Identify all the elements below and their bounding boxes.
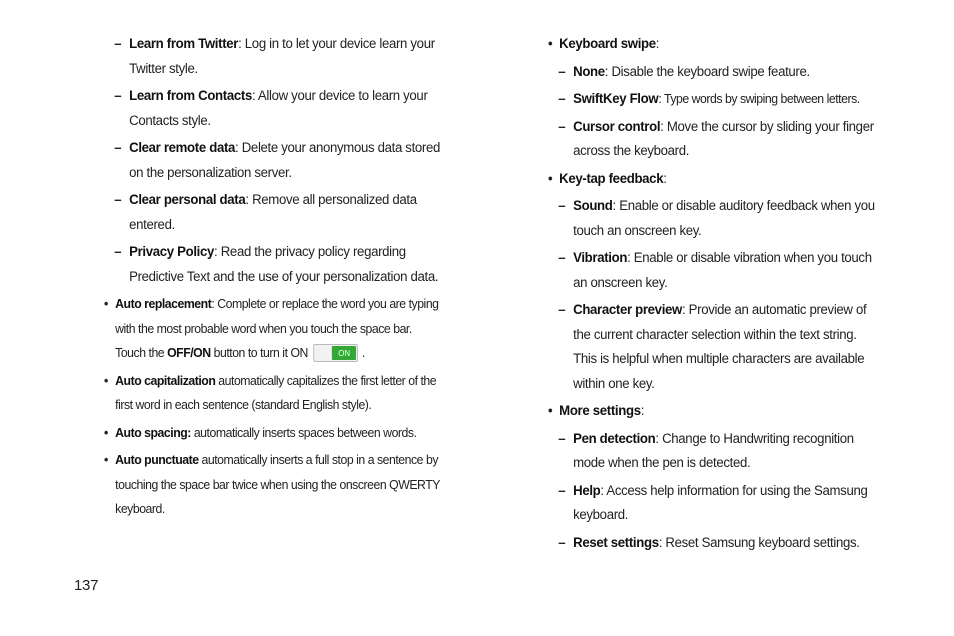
list-item-key-tap-feedback: • Key-tap feedback: [548, 170, 667, 187]
term: Keyboard swipe [559, 36, 656, 52]
description: : [663, 170, 667, 187]
offon-label: OFF/ON [167, 345, 211, 360]
description: : Reset Samsung keyboard settings. [658, 534, 860, 551]
list-item-auto-capitalization: • Auto capitalization automatically capitalizes the first letter of the first word in each sentence (standard English style). [104, 372, 437, 412]
description: : Delete your anonymous data stored on the personalization server. [129, 140, 441, 181]
term: Character preview [573, 302, 682, 318]
list-item-help: – Help: Access help information for using the Samsung keyboard. [558, 482, 868, 523]
list-item-more-settings: • More settings: [548, 403, 645, 419]
description: : [655, 36, 660, 52]
term: Clear personal data [129, 192, 246, 208]
description: : Read the privacy policy regarding Predictive Text and the use of your personalization data. [129, 244, 439, 285]
term: Learn from Contacts [129, 88, 252, 104]
description: : Complete or replace the word you are typing with the most probable word when you touch the space bar. Touch the [115, 296, 439, 360]
list-item-swiftkey-flow: – SwiftKey Flow: Type words by swiping between letters. [558, 91, 860, 107]
term: Clear remote data [129, 140, 236, 156]
description: : Move the cursor by sliding your finger across the keyboard. [573, 118, 874, 159]
description: : Enable or disable auditory feedback when you touch an onscreen key. [573, 198, 875, 239]
list-item-reset-settings: – Reset settings: Reset Samsung keyboard settings. [558, 534, 860, 551]
term: Auto replacement [115, 296, 212, 311]
description: : Enable or disable vibration when you touch an onscreen key. [573, 250, 872, 291]
term: Pen detection [573, 430, 656, 447]
term: Learn from Twitter [129, 36, 239, 52]
list-item-privacy-policy: – Privacy Policy: Read the privacy policy regarding Predictive Text and the use of your personalization data. [114, 244, 439, 285]
term: None [573, 63, 605, 80]
list-item-auto-spacing: • Auto spacing: automatically inserts spaces between words. [104, 424, 417, 440]
term: Vibration [573, 250, 628, 266]
term: Key-tap feedback [559, 170, 664, 187]
description: : Type words by swiping between letters. [658, 91, 860, 106]
right-column [548, 32, 908, 558]
term: SwiftKey Flow [573, 91, 659, 107]
description: : Provide an automatic preview of the current character selection within the text string. This is helpful when multiple characters are available within one key. [573, 302, 867, 392]
description: : Allow your device to learn your Contacts style. [129, 88, 428, 129]
term: Auto punctuate [115, 452, 199, 467]
list-item-pen-detection: – Pen detection: Change to Handwriting recognition mode when the pen is detected. [558, 430, 854, 471]
term: Help [573, 482, 601, 499]
list-item-cursor-control: – Cursor control: Move the cursor by sliding your finger across the keyboard. [558, 118, 874, 159]
description: : Change to Handwriting recognition mode when the pen is detected. [573, 430, 854, 471]
description: : Remove all personalized data entered. [129, 192, 417, 233]
description: automatically inserts a full stop in a sentence by touching the space bar twice when using the onscreen QWERTY keyboard. [115, 452, 440, 516]
term: Reset settings [573, 534, 659, 551]
left-column [104, 32, 469, 525]
description: : Disable the keyboard swipe feature. [604, 63, 810, 80]
term: Auto capitalization [115, 372, 216, 388]
list-item-clear-personal-data: – Clear personal data: Remove all personalized data entered. [114, 192, 417, 233]
list-item-auto-replacement: • Auto replacement: Complete or replace the word you are typing with the most probable word when you touch the space bar. Touch the OFF/ON button to turn it ON ON . [104, 296, 439, 360]
on-toggle-icon [314, 344, 359, 362]
description: : Access help information for using the Samsung keyboard. [573, 482, 868, 523]
list-item-character-preview: – Character preview: Provide an automatic preview of the current character selection within the text string. This is helpful when multiple characters are available within one key. [558, 302, 867, 392]
description: : Log in to let your device learn your Twitter style. [129, 36, 435, 77]
list-item-none: – None: Disable the keyboard swipe feature. [558, 63, 810, 80]
description-cont: button to turn it ON [210, 345, 308, 360]
list-item-vibration: – Vibration: Enable or disable vibration when you touch an onscreen key. [558, 250, 872, 291]
description: automatically inserts spaces between words. [190, 424, 417, 440]
list-item-clear-remote-data: – Clear remote data: Delete your anonymous data stored on the personalization server. [114, 140, 441, 181]
description: : [640, 403, 645, 419]
list-item-keyboard-swipe: • Keyboard swipe: [548, 36, 660, 52]
period: . [361, 345, 365, 360]
term: Privacy Policy [129, 244, 215, 260]
list-item-auto-punctuate: • Auto punctuate automatically inserts a full stop in a sentence by touching the space bar twice when using the onscreen QWERTY keyboard. [104, 452, 440, 516]
toggle-label: ON [332, 346, 356, 360]
list-item-sound: – Sound: Enable or disable auditory feedback when you touch an onscreen key. [558, 198, 875, 239]
description: automatically capitalizes the first letter of the first word in each sentence (standard English style). [115, 372, 437, 412]
term: More settings [559, 403, 641, 419]
list-item-learn-contacts: – Learn from Contacts: Allow your device to learn your Contacts style. [114, 88, 428, 129]
term: Sound [573, 198, 613, 214]
page-number: 137 [74, 577, 99, 594]
term: Auto spacing: [115, 424, 191, 440]
list-item-learn-twitter: – Learn from Twitter: Log in to let your device learn your Twitter style. [114, 36, 435, 77]
term: Cursor control [573, 118, 661, 135]
